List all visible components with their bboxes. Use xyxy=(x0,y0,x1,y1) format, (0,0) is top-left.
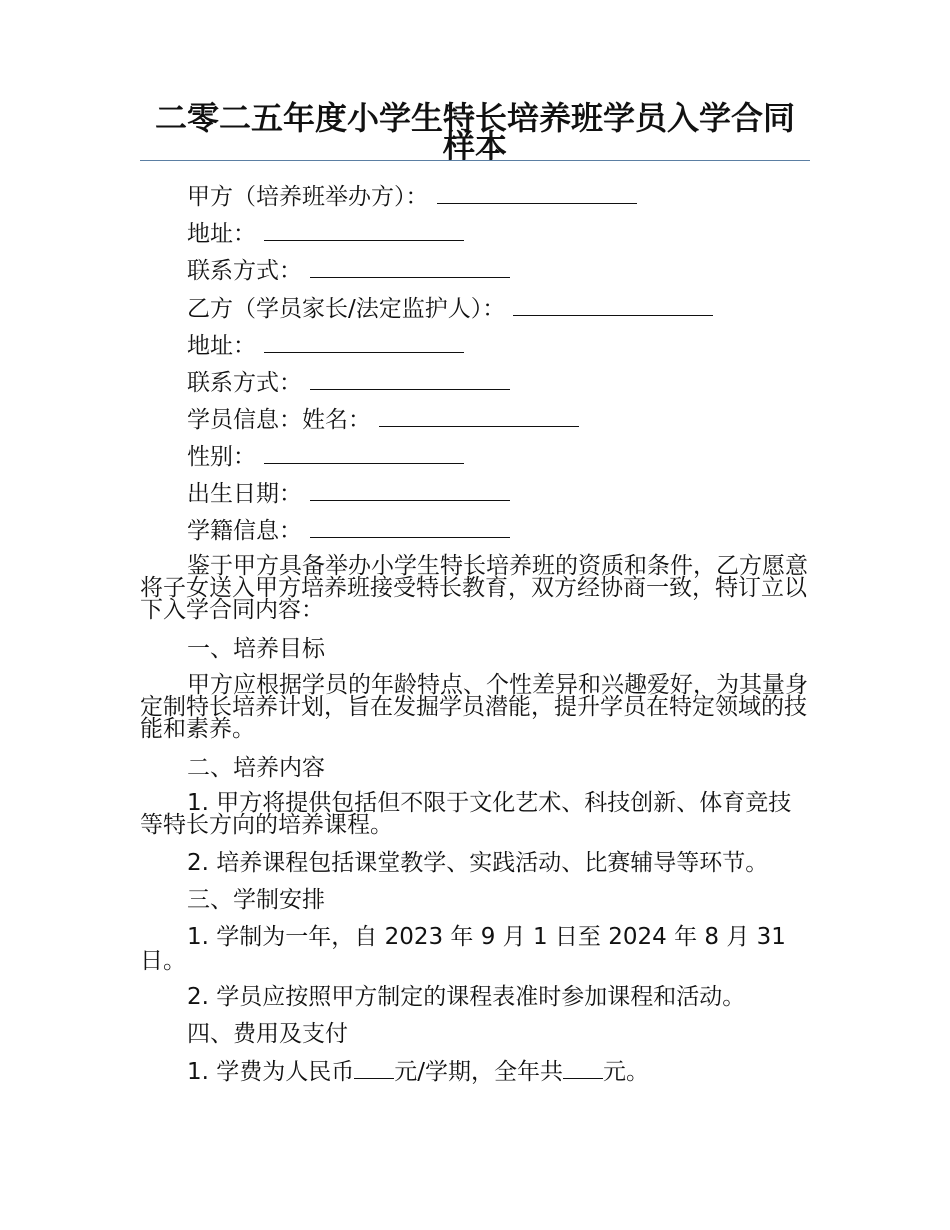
fee-label-c: 元。 xyxy=(603,1059,650,1085)
title-underline xyxy=(140,160,810,161)
section-2-heading: 二、培养内容 xyxy=(187,755,325,781)
section-4-item-1 xyxy=(187,1058,649,1085)
party-a-contact-field xyxy=(187,257,510,284)
fill-blank xyxy=(264,443,464,464)
section-3-heading: 三、学制安排 xyxy=(187,887,325,913)
fill-blank xyxy=(310,480,510,501)
fee-annual-blank xyxy=(563,1058,603,1079)
party-a-address-field xyxy=(187,220,464,247)
fee-per-term-blank xyxy=(354,1058,394,1079)
section-1-heading: 一、培养目标 xyxy=(187,636,325,662)
fill-blank xyxy=(264,220,464,241)
intro-paragraph xyxy=(140,555,810,621)
field-label: 甲方（培养班举办方）： xyxy=(187,184,429,210)
student-name-field xyxy=(187,406,579,433)
student-gender-field xyxy=(187,443,464,470)
fill-blank xyxy=(513,295,713,316)
document-title: 二零二五年度小学生特长培养班学员入学合同样本 xyxy=(154,99,795,165)
section-1-text: 甲方应根据学员的年龄特点、个性差异和兴趣爱好，为其量身定制特长培养计划，旨在发掘学员潜能，提升学员在特定领域的技能和素养。 xyxy=(140,672,808,742)
field-label: 性别： xyxy=(187,444,256,470)
section-3-item-1-text: 1. 学制为一年，自 2023 年 9 月 1 日至 2024 年 8 月 31 日。 xyxy=(140,924,786,974)
student-birthdate-field xyxy=(187,480,510,507)
section-3-item-2: 2. 学员应按照甲方制定的课程表准时参加课程和活动。 xyxy=(187,984,746,1010)
intro-text: 鉴于甲方具备举办小学生特长培养班的资质和条件，乙方愿意将子女送入甲方培养班接受特长教育，双方经协商一致，特订立以下入学合同内容： xyxy=(140,553,808,623)
field-label: 学员信息：姓名： xyxy=(187,407,371,433)
field-label: 学籍信息： xyxy=(187,518,302,544)
field-label: 出生日期： xyxy=(187,481,302,507)
section-1-paragraph xyxy=(140,674,810,740)
section-2-item-1-text: 1. 甲方将提供包括但不限于文化艺术、科技创新、体育竞技等特长方向的培养课程。 xyxy=(140,790,792,838)
field-label: 地址： xyxy=(187,221,256,247)
fee-label-b: 元/学期，全年共 xyxy=(394,1059,564,1085)
section-2-item-1 xyxy=(140,792,810,836)
field-label: 乙方（学员家长/法定监护人）： xyxy=(187,296,506,322)
party-b-address-field xyxy=(187,332,464,359)
fill-blank xyxy=(310,369,510,390)
field-label: 联系方式： xyxy=(187,258,302,284)
field-label: 联系方式： xyxy=(187,370,302,396)
student-enrollment-field xyxy=(187,517,510,544)
fill-blank xyxy=(437,183,637,204)
party-b-field xyxy=(187,295,713,322)
fill-blank xyxy=(264,332,464,353)
section-4-heading: 四、费用及支付 xyxy=(187,1021,348,1047)
party-b-contact-field xyxy=(187,369,510,396)
section-3-item-1 xyxy=(140,925,810,973)
field-label: 地址： xyxy=(187,333,256,359)
fill-blank xyxy=(310,257,510,278)
fill-blank xyxy=(310,517,510,538)
fill-blank xyxy=(379,406,579,427)
fee-label-a: 1. 学费为人民币 xyxy=(187,1059,355,1085)
section-2-item-2: 2. 培养课程包括课堂教学、实践活动、比赛辅导等环节。 xyxy=(187,850,769,876)
party-a-field xyxy=(187,183,637,210)
